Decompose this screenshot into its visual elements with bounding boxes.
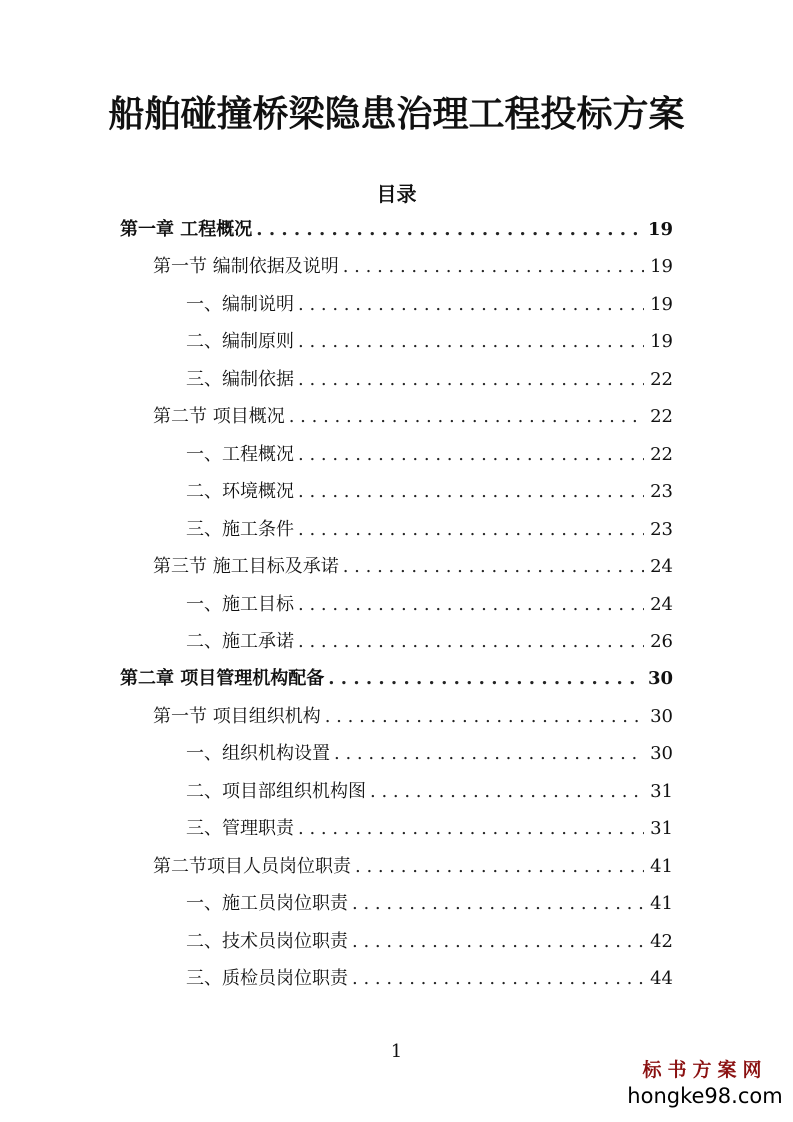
toc-entry-title: 第一节 项目组织机构 [153,705,321,727]
toc-entry-title: 第二节项目人员岗位职责 [153,855,351,877]
page-number: 1 [390,1041,403,1062]
toc-entry[interactable] [153,700,673,730]
toc-entry[interactable] [153,850,673,880]
toc-leader-dots [252,217,642,243]
toc-leader-dots [348,966,644,992]
toc-entry[interactable] [120,662,673,692]
toc-leader-dots [294,629,644,655]
toc-entry[interactable] [186,475,673,505]
toc-leader-dots [321,704,644,730]
toc-entry-title: 第一章 工程概况 [120,219,253,240]
toc-entry[interactable] [186,588,673,618]
toc-leader-dots [294,816,644,842]
toc-entry-title: 二、技术员岗位职责 [186,930,348,952]
toc-entry-page: 19 [650,293,673,315]
toc-entry[interactable] [153,550,673,580]
toc-leader-dots [348,891,644,917]
toc-entry-title: 一、施工目标 [186,593,294,615]
toc-entry[interactable] [186,325,673,355]
toc-entry[interactable] [186,812,673,842]
toc-entry-page: 23 [650,518,673,540]
toc-leader-dots [339,254,644,280]
toc-leader-dots [285,404,644,430]
toc-leader-dots [348,929,644,955]
toc-entry-title: 二、施工承诺 [186,630,294,652]
toc-entry-page: 41 [650,893,673,915]
toc-leader-dots [294,479,644,505]
toc-entry-page: 24 [650,593,673,615]
toc-entry-page: 24 [650,556,673,578]
toc-entry-page: 31 [650,818,673,840]
toc-entry-title: 一、施工员岗位职责 [186,893,348,915]
toc-entry-page: 22 [650,406,673,428]
toc-entry[interactable] [186,737,673,767]
toc-leader-dots [339,554,644,580]
toc-heading: 目录 [376,182,417,206]
toc-leader-dots [294,442,644,468]
toc-entry[interactable] [186,887,673,917]
toc-entry-page: 19 [647,219,673,240]
watermark-site-name: 标书方案网 [642,1059,768,1081]
toc-entry-page: 22 [650,368,673,390]
toc-leader-dots [330,741,644,767]
toc-entry-page: 30 [647,668,673,690]
toc-entry-title: 二、项目部组织机构图 [186,780,366,802]
toc-entry[interactable] [186,363,673,393]
toc-entry-title: 三、管理职责 [186,818,294,840]
toc-leader-dots [294,592,644,618]
toc-entry-title: 第二章 项目管理机构配备 [120,668,325,690]
toc-entry[interactable] [186,625,673,655]
toc-leader-dots [294,517,644,543]
toc-entry-title: 二、环境概况 [186,481,294,503]
toc-entry-title: 三、编制依据 [186,368,294,390]
toc-leader-dots [366,779,644,805]
toc-entry[interactable] [186,513,673,543]
toc-entry-page: 22 [650,443,673,465]
site-watermark [625,1058,785,1116]
toc-entry-title: 第三节 施工目标及承诺 [153,556,339,578]
toc-entry-title: 第二节 项目概况 [153,406,285,428]
toc-leader-dots [294,292,644,318]
toc-entry[interactable] [186,962,673,992]
toc-entry-page: 19 [650,331,673,353]
toc-entry-title: 三、质检员岗位职责 [186,968,348,989]
toc-entry[interactable] [153,250,673,280]
toc-leader-dots [294,367,644,393]
toc-entry-title: 一、编制说明 [186,293,294,315]
toc-entry[interactable] [120,213,673,243]
toc-entry-page: 26 [650,630,673,652]
toc-entry[interactable] [186,775,673,805]
toc-entry-title: 一、工程概况 [186,443,294,465]
toc-entry-page: 30 [650,705,673,727]
toc-entry[interactable] [186,438,673,468]
toc-entry-page: 42 [650,930,673,952]
toc-entry-page: 44 [650,968,673,989]
toc-entry-page: 19 [650,256,673,278]
toc-entry[interactable] [153,400,673,430]
document-title: 船舶碰撞桥梁隐患治理工程投标方案 [108,93,685,135]
toc-leader-dots [294,329,644,355]
toc-entry-page: 23 [650,481,673,503]
toc-entry[interactable] [186,288,673,318]
toc-leader-dots [351,854,644,880]
toc-entry[interactable] [186,925,673,955]
toc-entry-page: 41 [650,855,673,877]
watermark-site-url: hongke98.com [627,1084,783,1108]
toc-entry-page: 30 [650,743,673,765]
toc-entry-title: 第一节 编制依据及说明 [153,256,339,278]
toc-entry-title: 一、组织机构设置 [186,743,330,765]
toc-entry-page: 31 [650,780,673,802]
toc-entry-title: 二、编制原则 [186,331,294,353]
toc-leader-dots [324,666,642,692]
toc-entry-title: 三、施工条件 [186,518,294,540]
